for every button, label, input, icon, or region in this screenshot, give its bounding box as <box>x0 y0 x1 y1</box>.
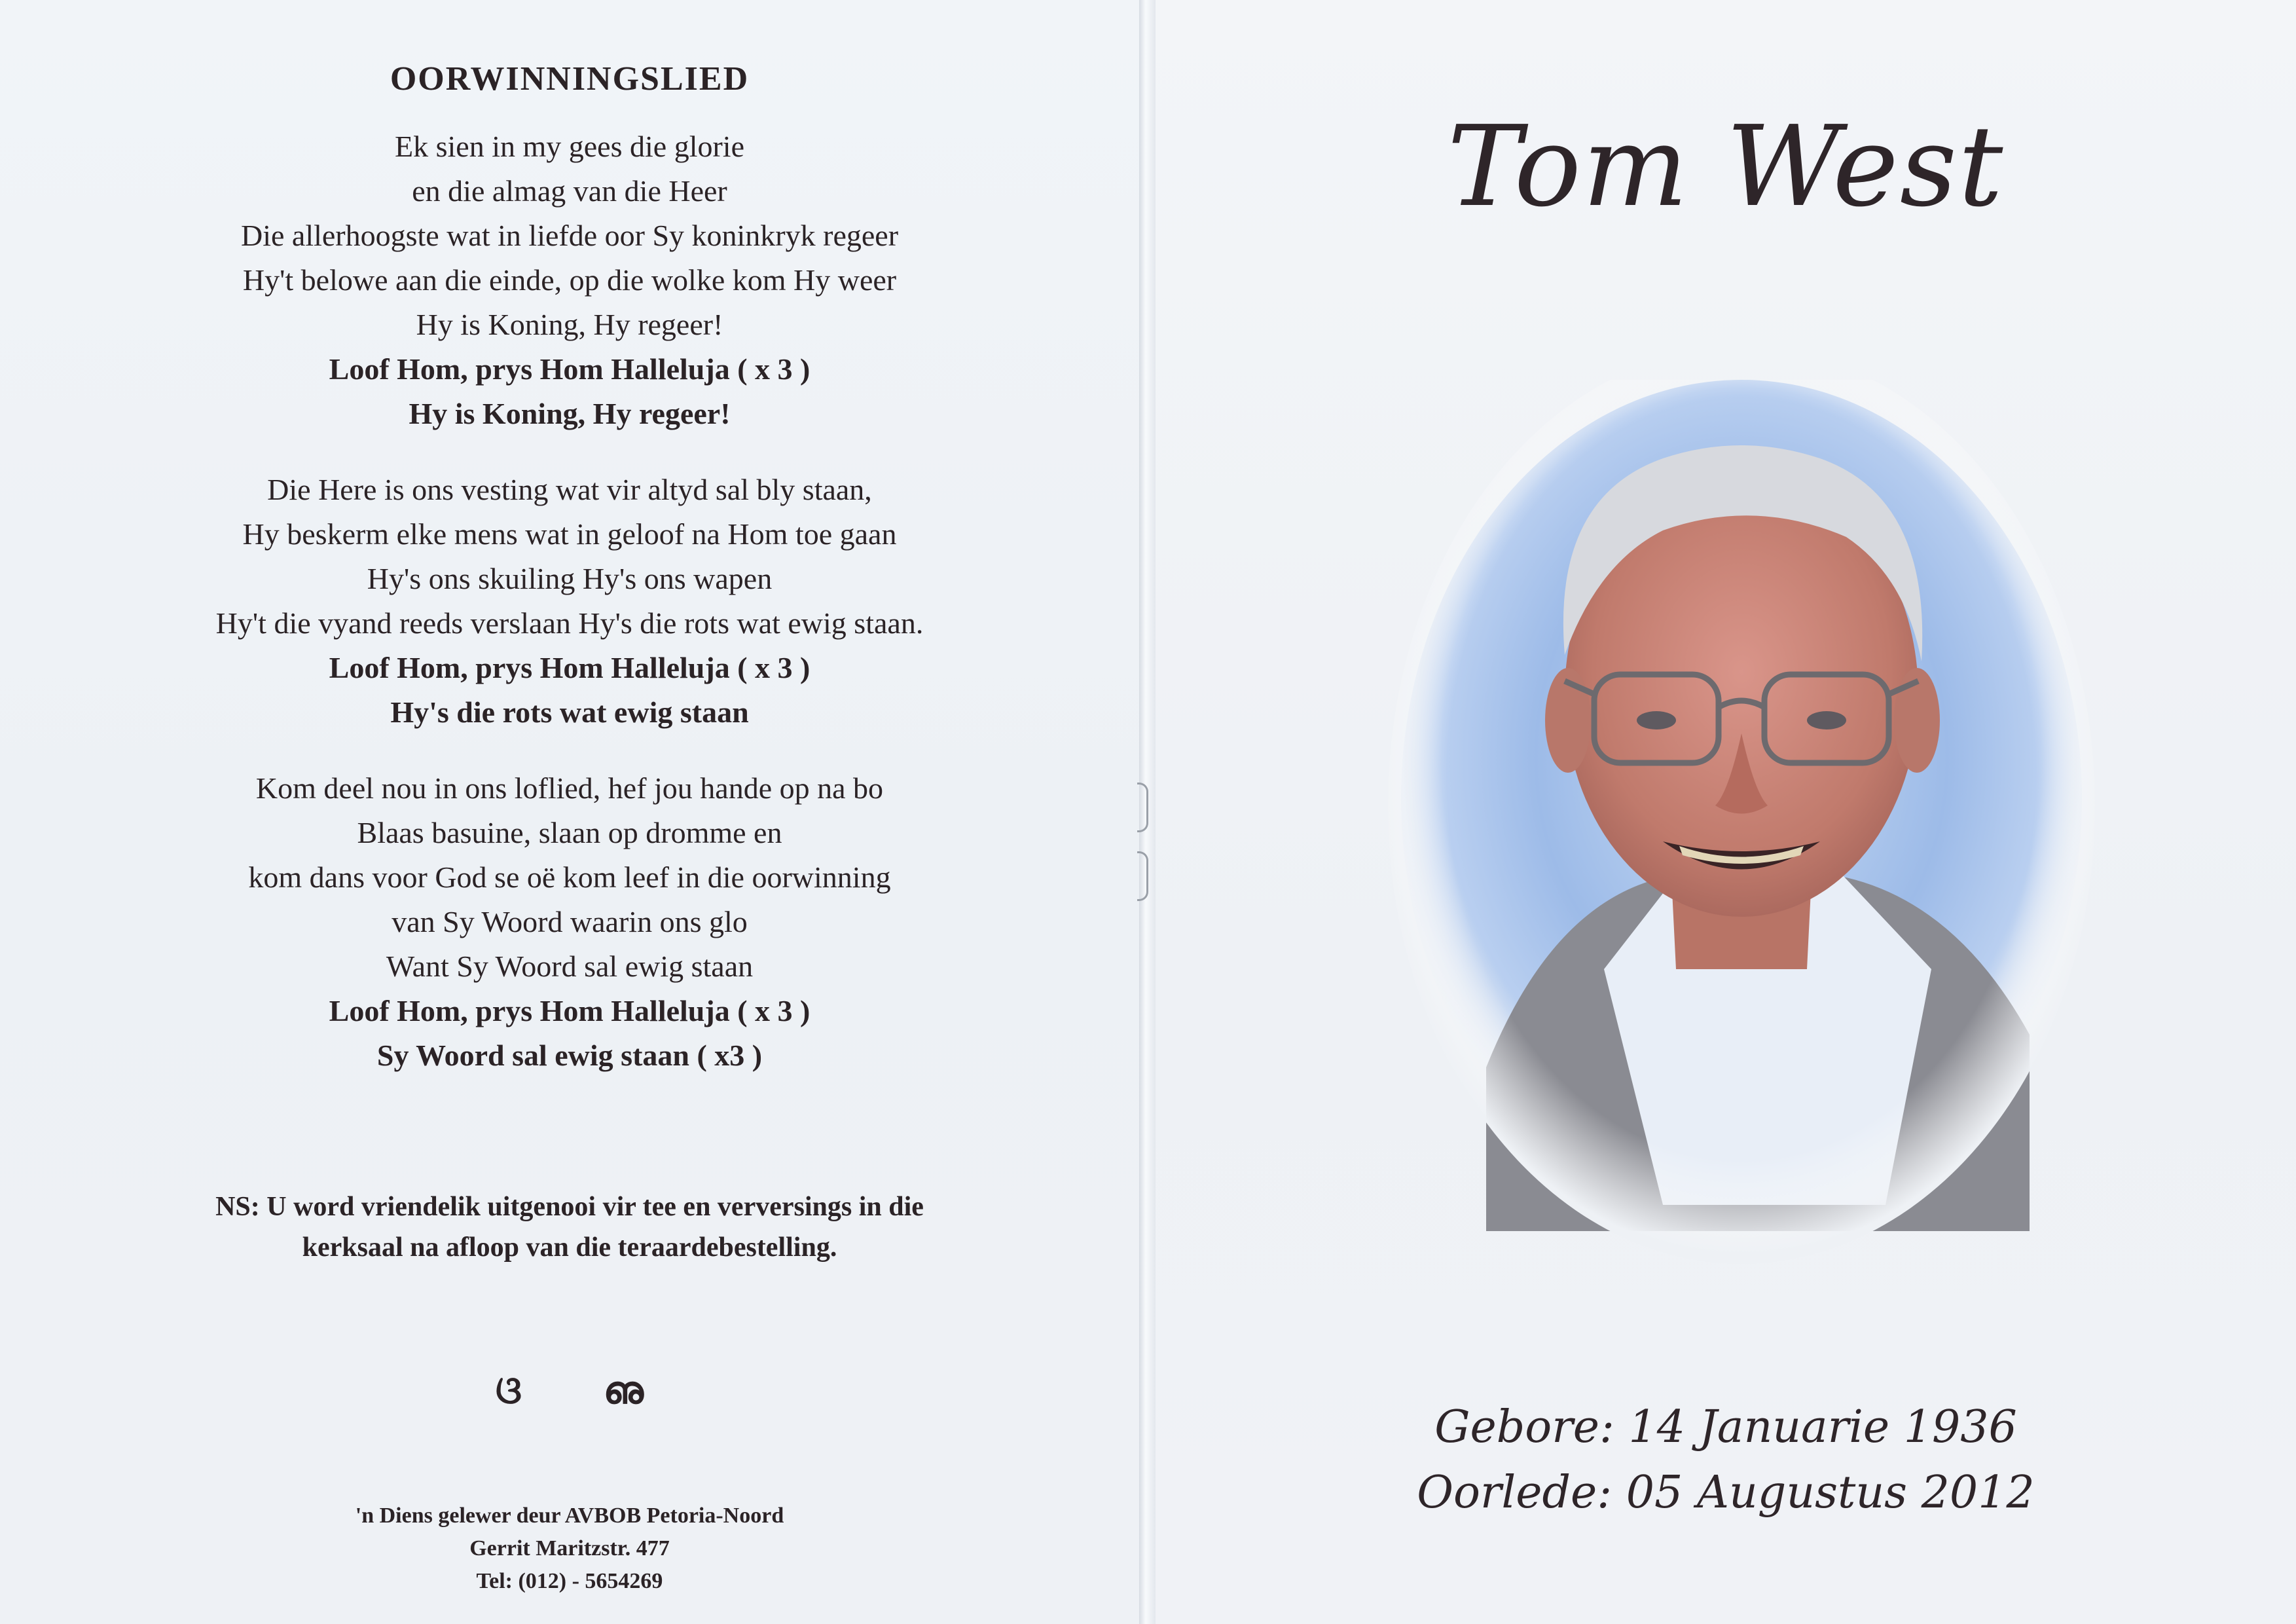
stanza <box>0 766 1139 1078</box>
verse-line: Die allerhoogste wat in liefde oor Sy koninkryk regeer <box>240 219 899 253</box>
ornament-right-icon: ഌ <box>603 1369 644 1412</box>
chorus-line: Hy's die rots wat ewig staan <box>390 695 749 729</box>
verse-line: Hy's ons skuiling Hy's ons wapen <box>367 562 773 596</box>
verse-line: Hy beskerm elke mens wat in geloof na Hom toe gaan <box>242 517 897 551</box>
verse-line: Hy't belowe aan die einde, op die wolke kom Hy weer <box>242 263 897 297</box>
notice-line: NS: U word vriendelik uitgenooi vir tee en verversings in die <box>215 1192 924 1222</box>
deceased-name: Tom West <box>1447 102 2005 232</box>
life-dates <box>1156 1395 2296 1526</box>
verse-line: Die Here is ons vesting wat vir altyd sal bly staan, <box>267 473 872 507</box>
chorus-line: Hy is Koning, Hy regeer! <box>409 397 731 431</box>
chorus-line: Sy Woord sal ewig staan ( x3 ) <box>376 1039 763 1073</box>
stanza-list <box>0 124 1139 1078</box>
ornament-divider <box>0 1369 1139 1413</box>
verse-line: Kom deel nou in ons loflied, hef jou hande op na bo <box>255 771 884 805</box>
funeral-service-credit <box>0 1500 1139 1598</box>
stanza <box>0 468 1139 735</box>
stanza <box>0 124 1139 436</box>
ornament-left-icon: ଓ <box>496 1369 522 1412</box>
song-title: OORWINNINGSLIED <box>390 60 750 98</box>
chorus-line: Loof Hom, prys Hom Halleluja ( x 3 ) <box>329 994 811 1028</box>
verse-line: Ek sien in my gees die glorie <box>395 130 744 164</box>
verse-line: Want Sy Woord sal ewig staan <box>386 950 754 984</box>
credit-line: Gerrit Maritzstr. 477 <box>469 1536 670 1560</box>
verse-line: van Sy Woord waarin ons glo <box>392 905 748 939</box>
portrait-photo <box>1388 380 2095 1283</box>
credit-line: 'n Diens gelewer deur AVBOB Petoria-Noord <box>355 1504 784 1528</box>
chorus-line: Loof Hom, prys Hom Halleluja ( x 3 ) <box>329 651 811 685</box>
death-date: Oorlede: 05 Augustus 2012 <box>1417 1467 2035 1519</box>
credit-line: Tel: (012) - 5654269 <box>476 1569 663 1593</box>
hymn-lyrics <box>0 59 1139 1109</box>
refreshments-notice <box>0 1187 1139 1268</box>
verse-line: en die almag van die Heer <box>412 174 727 208</box>
chorus-line: Loof Hom, prys Hom Halleluja ( x 3 ) <box>329 352 811 386</box>
notice-line: kerksaal na afloop van die teraardebestelling. <box>302 1232 837 1263</box>
verse-line: Hy't die vyand reeds verslaan Hy's die rots wat ewig staan. <box>215 606 924 640</box>
verse-line: Blaas basuine, slaan op dromme en <box>357 816 782 850</box>
verse-line: Hy is Koning, Hy regeer! <box>416 308 723 342</box>
verse-line: kom dans voor God se oë kom leef in die oorwinning <box>248 860 891 895</box>
birth-date: Gebore: 14 Januarie 1936 <box>1434 1401 2017 1453</box>
photo-fade <box>1388 380 2095 1264</box>
